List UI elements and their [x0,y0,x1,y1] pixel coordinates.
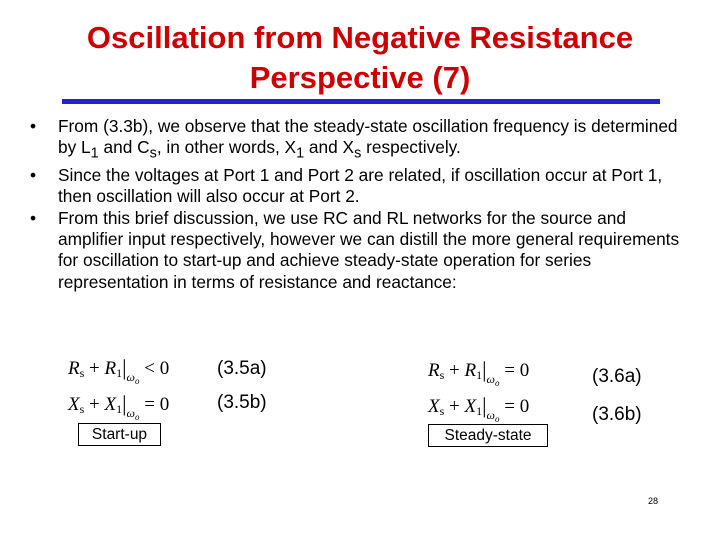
steady-state-label: Steady-state [444,427,532,444]
bullet-1-text-b: and C [98,137,150,158]
eq-symbol-r: R [104,358,117,379]
eq-symbol-x: X [104,394,117,415]
eq-sub-s: s [79,366,85,380]
label-3-6b: (3.6b) [592,404,642,425]
bullet-marker: • [30,165,37,186]
equation-3-6a [428,358,529,395]
label-3-6a: (3.6a) [592,366,642,387]
bullet-1-sub-1: 1 [90,145,99,162]
eq-sub-o: o [495,414,500,424]
eq-sub-s: s [439,404,445,418]
slide-title [0,18,720,98]
bullet-3-text: From this brief discussion, we use RC and RL networks for the source and amplifier input respectively, however we can distill the more general requirements for oscillation to start-up and achieve steady-state operation for series representation in terms of resistance and reactance: [58,207,680,292]
bullet-2-text: Since the voltages at Port 1 and Port 2 are related, if oscillation occur at Port 1, then oscillation will also occur at Port 2. [58,165,663,207]
bullet-1-text-d: and X [304,137,355,158]
eq-sub-s: s [79,402,85,416]
eq-evaluation-bar: | [482,393,487,418]
eq-evaluation-bar: | [122,355,127,380]
eq-symbol-x: X [428,396,440,417]
title-line-1: Oscillation from Negative Resistance [86,20,634,55]
title-line-2: Perspective (7) [249,60,471,95]
equation-labels-3-6 [592,358,642,434]
eq-sub-1: 1 [116,366,123,380]
eq-sub-s: s [439,368,445,382]
eq-omega: ω [486,372,495,386]
eq-symbol-r: R [68,358,80,379]
bullet-item-2 [28,165,688,208]
eq-omega: ω [126,370,135,384]
label-3-5a: (3.5a) [217,358,267,379]
eq-sub-o: o [495,378,500,388]
steady-state-label-box [428,424,548,447]
equation-labels-3-5 [217,352,267,420]
eq-sub-o: o [135,412,140,422]
bullet-list [28,116,688,293]
eq-plus: + [444,396,465,417]
eq-sub-1: 1 [476,368,483,382]
eq-plus: + [444,360,465,381]
label-3-5b: (3.5b) [217,392,267,413]
bullet-marker: • [30,207,37,228]
bullet-marker: • [30,116,37,136]
eq-equals-zero: = 0 [499,396,530,417]
bullet-1-text-e: respectively. [361,137,461,158]
eq-symbol-x: X [68,394,80,415]
equation-3-5a [68,356,169,393]
eq-evaluation-bar: | [482,357,487,382]
bullet-1-sub-4: s [354,145,362,162]
eq-sub-o: o [135,376,140,386]
eq-sub-1: 1 [476,404,483,418]
bullet-1-sub-3: 1 [296,145,305,162]
eq-plus: + [84,358,105,379]
eq-omega: ω [486,408,495,422]
eq-symbol-x: X [464,396,477,417]
eq-less-than-zero: < 0 [139,358,170,379]
eq-sub-1: 1 [116,402,123,416]
bullet-1-sub-2: s [149,145,157,162]
eq-symbol-r: R [464,360,477,381]
eq-evaluation-bar: | [122,391,127,416]
title-divider [62,99,660,104]
bullet-item-1 [28,116,688,165]
startup-label: Start-up [91,426,148,443]
bullet-item-3 [28,208,688,293]
eq-symbol-r: R [428,360,440,381]
eq-plus: + [84,394,105,415]
bullet-1-text-a: From (3.3b), we observe that the steady-state oscillation frequency is determined by L [58,116,678,158]
page-number: 28 [648,496,659,506]
eq-equals-zero: = 0 [499,360,530,381]
bullet-1-text-c: , in other words, X [156,137,297,158]
startup-label-box [78,423,161,446]
eq-equals-zero: = 0 [139,394,170,415]
eq-omega: ω [126,406,135,420]
